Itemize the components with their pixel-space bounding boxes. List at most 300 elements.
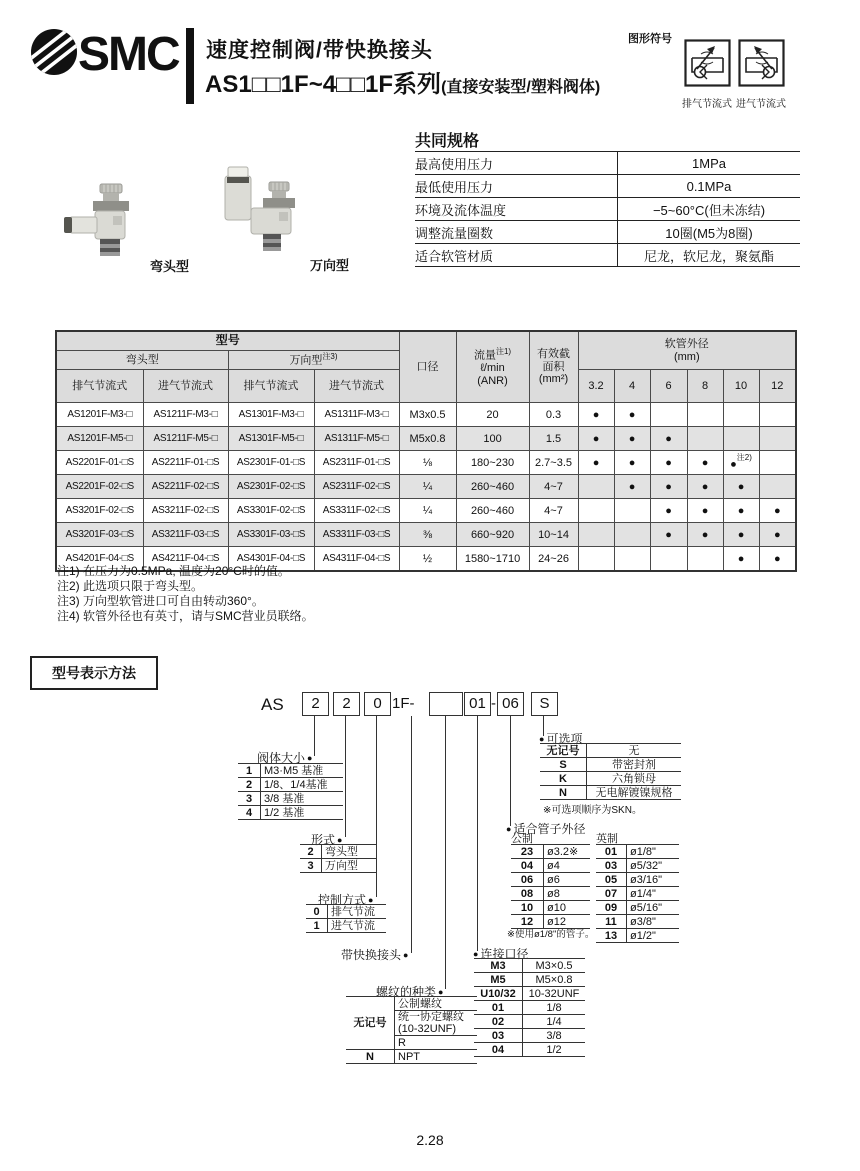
model-cell: AS3301F-03-□S — [228, 523, 314, 547]
mini-code: 04 — [511, 859, 544, 873]
mini-value: ø3/16" — [627, 873, 680, 887]
availability-dot-icon: ● — [730, 458, 737, 471]
size-col-header: 12 — [759, 370, 796, 403]
connector-line — [477, 716, 478, 951]
elbow-group-header: 弯头型 — [56, 351, 228, 370]
connector-dot-icon: ● — [539, 734, 545, 744]
spec-value: 0.1MPa — [618, 175, 801, 198]
availability-dot-icon: ● — [665, 456, 672, 469]
page-number: 2.28 — [416, 1132, 444, 1148]
dot-cell — [723, 499, 759, 523]
code-fitting-text: 1F- — [392, 695, 415, 712]
mini-code: U10/32 — [474, 987, 523, 1001]
mini-code: 13 — [596, 929, 627, 943]
mini-code: 09 — [596, 901, 627, 915]
dot-cell — [578, 451, 614, 475]
model-row — [56, 403, 796, 427]
mini-value: 排气节流 — [328, 905, 387, 919]
mini-value: ø10 — [544, 901, 591, 915]
connector-dot-icon: ● — [473, 949, 479, 959]
options-table — [540, 743, 681, 800]
mini-value: 10-32UNF — [523, 987, 586, 1001]
dot-cell — [614, 427, 650, 451]
mini-value: 1/2 基准 — [261, 806, 344, 820]
flow-cell: 180~230 — [456, 451, 529, 475]
availability-dot-icon: ● — [592, 408, 600, 421]
mini-code: 23 — [511, 845, 544, 859]
note-line: 注3) 万向型软管进口可自由转动360°。 — [57, 594, 264, 608]
mini-code: 3 — [300, 859, 322, 873]
note-line: 注1) 在压力为0.5MPa, 温度为20°C时的值。 — [57, 564, 290, 578]
dot-cell — [723, 475, 759, 499]
availability-dot-icon: ● — [701, 504, 709, 517]
model-cell: AS1211F-M3-□ — [143, 403, 228, 427]
group-label-form: 形式 ● — [311, 833, 343, 847]
mini-row — [596, 873, 679, 887]
mini-code: N — [540, 786, 587, 800]
dot-cell — [650, 451, 687, 475]
dot-cell — [578, 403, 614, 427]
area-cell: 4~7 — [529, 499, 578, 523]
model-cell: AS2311F-02-□S — [314, 475, 399, 499]
mini-value: ø1/8" — [627, 845, 680, 859]
model-row — [56, 427, 796, 451]
model-cell: AS1211F-M5-□ — [143, 427, 228, 451]
mini-code: 01 — [474, 1001, 523, 1015]
mini-row — [238, 764, 343, 778]
mini-row — [511, 901, 590, 915]
code-hyphen: - — [491, 695, 496, 712]
bore-cell: ½ — [399, 547, 456, 572]
dot-cell — [650, 475, 687, 499]
size-col-header: 8 — [687, 370, 723, 403]
availability-dot-icon: ● — [628, 408, 636, 421]
mini-row — [474, 1029, 585, 1043]
dot-cell — [759, 547, 796, 572]
dot-cell — [687, 547, 723, 572]
mini-code: 2 — [238, 778, 261, 792]
mini-code: 12 — [511, 915, 544, 929]
spec-value: 尼龙，软尼龙，聚氨酯 — [618, 244, 801, 267]
mini-row — [306, 919, 386, 933]
mini-row — [474, 987, 585, 1001]
dot-cell — [650, 427, 687, 451]
mini-row — [596, 901, 679, 915]
code-box-control: 0 — [364, 692, 391, 716]
mini-code: 2 — [300, 845, 322, 859]
availability-dot-icon: ● — [773, 528, 781, 541]
model-table — [55, 330, 797, 572]
mini-row — [300, 845, 376, 859]
spec-row — [415, 221, 800, 244]
dot-cell — [723, 427, 759, 451]
common-specs-table — [415, 151, 800, 267]
connector-line — [445, 716, 446, 989]
bore-header: 口径 — [399, 331, 456, 403]
mini-value: ø5/16" — [627, 901, 680, 915]
dot-cell — [650, 403, 687, 427]
dot-cell — [578, 427, 614, 451]
mini-row — [346, 1050, 477, 1064]
model-cell: AS2201F-01-□S — [56, 451, 143, 475]
group-label-body-size: 阀体大小 ● — [257, 751, 313, 765]
connector-dot-icon: ● — [307, 753, 313, 763]
spec-row — [415, 152, 800, 175]
mini-code: 0 — [306, 905, 328, 919]
model-cell: AS1311F-M3-□ — [314, 403, 399, 427]
symbol-section-title: 图形符号 — [628, 33, 672, 45]
group-label-options: ● 可选项 — [539, 732, 583, 746]
availability-dot-icon: ● — [592, 432, 600, 445]
connector-line — [376, 716, 377, 897]
mini-value: 弯头型 — [322, 845, 377, 859]
connector-dot-icon: ● — [337, 835, 343, 845]
availability-dot-icon: ● — [628, 456, 636, 469]
model-cell: AS3211F-03-□S — [143, 523, 228, 547]
dot-cell — [578, 523, 614, 547]
connector-line — [510, 716, 511, 826]
dot-cell — [614, 403, 650, 427]
mini-value: R — [395, 1036, 478, 1050]
thread-type-table — [346, 996, 477, 1064]
mini-code: 01 — [596, 845, 627, 859]
mini-value: 进气节流 — [328, 919, 387, 933]
mini-row — [474, 1043, 585, 1057]
mini-value: 无电解镀镍规格 — [587, 786, 682, 800]
mini-row — [540, 744, 681, 758]
mini-value: M3·M5 基准 — [261, 764, 344, 778]
group-label-port: ● 连接口径 — [473, 947, 529, 961]
dot-cell — [723, 547, 759, 572]
intake-symbol-label: 进气节流式 — [736, 99, 786, 110]
model-cell: AS1301F-M3-□ — [228, 403, 314, 427]
dot-cell — [578, 547, 614, 572]
model-row — [56, 451, 796, 475]
tube-od-inch-table — [596, 844, 679, 943]
dot-cell — [614, 475, 650, 499]
model-cell: AS3201F-02-□S — [56, 499, 143, 523]
spec-label: 环境及流体温度 — [415, 198, 618, 221]
connector-dot-icon: ● — [403, 950, 409, 960]
code-prefix: AS — [261, 695, 284, 714]
port-size-table — [474, 958, 585, 1057]
model-cell: AS3301F-02-□S — [228, 499, 314, 523]
note-line: 注4) 软管外径也有英寸，请与SMC营业员联络。 — [57, 609, 314, 623]
area-cell: 2.7~3.5 — [529, 451, 578, 475]
mini-row — [300, 859, 376, 873]
flow-cell: 660~920 — [456, 523, 529, 547]
dot-cell — [578, 499, 614, 523]
universal-type-label: 万向型 — [310, 258, 350, 273]
mini-value: 统一协定螺纹 (10-32UNF) — [395, 1011, 478, 1036]
mini-code: S — [540, 758, 587, 772]
tube-metric-note: ※使用ø1/8"的管子。 — [507, 929, 595, 940]
model-group-header: 型号 — [56, 331, 399, 351]
mini-code: N — [346, 1050, 395, 1064]
mini-value: 1/8、1/4基准 — [261, 778, 344, 792]
dot-cell — [723, 523, 759, 547]
availability-dot-icon: ● — [737, 504, 745, 517]
model-cell: AS2211F-02-□S — [143, 475, 228, 499]
body-size-table — [238, 763, 343, 820]
model-cell: AS2301F-01-□S — [228, 451, 314, 475]
mini-row — [238, 792, 343, 806]
mini-code: 08 — [511, 887, 544, 901]
availability-dot-icon: ● — [701, 528, 709, 541]
mini-row — [596, 845, 679, 859]
dot-cell — [614, 547, 650, 572]
mini-code: 11 — [596, 915, 627, 929]
page-title: 速度控制阀/带快换接头 — [206, 39, 433, 62]
mini-code: 06 — [511, 873, 544, 887]
dot-cell — [723, 403, 759, 427]
group-label-fitting: 带快换接头 ● — [341, 948, 409, 962]
flow-cell: 1580~1710 — [456, 547, 529, 572]
size-col-header: 4 — [614, 370, 650, 403]
area-cell: 0.3 — [529, 403, 578, 427]
dot-cell — [614, 451, 650, 475]
series-name: AS1□□1F~4□□1F系列 — [205, 71, 442, 98]
spec-row — [415, 175, 800, 198]
mini-code: 1 — [238, 764, 261, 778]
bore-cell: M3x0.5 — [399, 403, 456, 427]
model-designation-title: 型号表示方法 — [30, 656, 158, 690]
size-col-header: 6 — [650, 370, 687, 403]
mini-value: 无 — [587, 744, 682, 758]
dot-cell — [687, 451, 723, 475]
spec-label: 调整流量圈数 — [415, 221, 618, 244]
connector-dot-icon: ● — [368, 895, 374, 905]
mini-row — [474, 959, 585, 973]
mini-row — [511, 859, 590, 873]
dot-cell — [687, 403, 723, 427]
code-box-option: S — [531, 692, 558, 716]
dot-cell — [687, 523, 723, 547]
model-cell: AS4201F-04-□S — [56, 547, 143, 572]
mini-row — [306, 905, 386, 919]
spec-label: 最低使用压力 — [415, 175, 618, 198]
mini-value: 1/2 — [523, 1043, 586, 1057]
model-row — [56, 499, 796, 523]
group-label-thread: 螺纹的种类 ● — [376, 985, 444, 999]
options-order-note: ※可选项顺序为SKN。 — [543, 805, 642, 816]
dot-cell — [759, 427, 796, 451]
mini-value: ø3.2※ — [544, 845, 591, 859]
intake-col-header: 进气节流式 — [143, 370, 228, 403]
model-cell: AS2201F-02-□S — [56, 475, 143, 499]
mini-code: 03 — [474, 1029, 523, 1043]
dot-cell — [759, 451, 796, 475]
bore-cell: M5x0.8 — [399, 427, 456, 451]
availability-dot-icon: ● — [628, 480, 636, 493]
availability-dot-icon: ● — [737, 480, 745, 493]
mini-code: M3 — [474, 959, 523, 973]
availability-dot-icon: ● — [773, 504, 781, 517]
mini-row — [596, 915, 679, 929]
exhaust-col-header: 排气节流式 — [228, 370, 314, 403]
dot-cell — [687, 499, 723, 523]
availability-dot-icon: ● — [701, 456, 709, 469]
dot-cell — [687, 475, 723, 499]
flow-header: 流量$^{注1)}$ ℓ/min (ANR) — [456, 331, 529, 403]
flow-cell: 100 — [456, 427, 529, 451]
exhaust-col-header: 排气节流式 — [56, 370, 143, 403]
mini-row — [511, 887, 590, 901]
series-suffix: (直接安装型/塑料阀体) — [441, 79, 601, 96]
size-col-header: 10 — [723, 370, 759, 403]
mini-code: M5 — [474, 973, 523, 987]
tube-od-header: 软管外径 (mm) — [578, 331, 796, 370]
model-cell: AS3311F-03-□S — [314, 523, 399, 547]
mini-value: 3/8 基准 — [261, 792, 344, 806]
connector-dot-icon: ● — [506, 824, 512, 834]
model-row — [56, 523, 796, 547]
mini-code: 03 — [596, 859, 627, 873]
group-label-tube: ● 适合管子外径 — [506, 822, 586, 836]
model-cell: AS1201F-M5-□ — [56, 427, 143, 451]
model-cell: AS3211F-02-□S — [143, 499, 228, 523]
model-cell: AS4301F-04-□S — [228, 547, 314, 572]
model-cell: AS3311F-02-□S — [314, 499, 399, 523]
intake-col-header: 进气节流式 — [314, 370, 399, 403]
spec-label: 适合软管材质 — [415, 244, 618, 267]
spec-value: 10圈(M5为8圈) — [618, 221, 801, 244]
universal-group-header: 万向型$^{注3)}$ — [228, 351, 399, 370]
mini-value: ø8 — [544, 887, 591, 901]
model-cell: AS1201F-M3-□ — [56, 403, 143, 427]
mini-value: ø1/4" — [627, 887, 680, 901]
code-box-thread — [429, 692, 463, 716]
series-title — [205, 64, 600, 99]
model-cell: AS2211F-01-□S — [143, 451, 228, 475]
mini-row — [346, 997, 477, 1011]
availability-dot-icon: ● — [701, 480, 709, 493]
availability-dot-icon: ● — [773, 552, 781, 565]
mini-value: 带密封剂 — [587, 758, 682, 772]
metric-subheader: 公制 — [511, 833, 533, 845]
bore-cell: ⅛ — [399, 451, 456, 475]
exhaust-throttle-symbol-icon — [684, 39, 731, 87]
availability-dot-icon: ● — [665, 480, 672, 493]
dot-cell — [723, 451, 759, 475]
form-table — [300, 844, 376, 873]
universal-type-photo — [213, 166, 309, 258]
flow-cell: 260~460 — [456, 475, 529, 499]
dot-cell — [650, 523, 687, 547]
mini-row — [474, 1001, 585, 1015]
code-box-port: 01 — [464, 692, 491, 716]
dot-cell — [650, 499, 687, 523]
mini-code: 10 — [511, 901, 544, 915]
mini-row — [596, 859, 679, 873]
mini-value: ø12 — [544, 915, 591, 929]
bore-cell: ¼ — [399, 475, 456, 499]
mini-value: ø5/32" — [627, 859, 680, 873]
mini-value: 六角锁母 — [587, 772, 682, 786]
availability-dot-icon: ● — [737, 528, 745, 541]
availability-dot-icon: ● — [665, 432, 672, 445]
availability-dot-icon: ● — [665, 504, 672, 517]
mini-code: 无记号 — [346, 997, 395, 1050]
dot-cell — [614, 523, 650, 547]
mini-value: ø6 — [544, 873, 591, 887]
connector-line — [345, 716, 346, 837]
mini-row — [474, 973, 585, 987]
dot-cell — [687, 427, 723, 451]
model-cell: AS2311F-01-□S — [314, 451, 399, 475]
mini-row — [596, 887, 679, 901]
area-cell: 4~7 — [529, 475, 578, 499]
flow-cell: 20 — [456, 403, 529, 427]
group-label-control: 控制方式 ● — [318, 893, 374, 907]
spec-value: 1MPa — [618, 152, 801, 175]
bore-cell: ¼ — [399, 499, 456, 523]
flow-cell: 260~460 — [456, 499, 529, 523]
model-cell: AS2301F-02-□S — [228, 475, 314, 499]
model-row — [56, 475, 796, 499]
area-cell: 10~14 — [529, 523, 578, 547]
intake-throttle-symbol-icon — [738, 39, 785, 87]
model-cell: AS4211F-04-□S — [143, 547, 228, 572]
mini-code: 04 — [474, 1043, 523, 1057]
dot-cell — [650, 547, 687, 572]
bore-cell: ⅜ — [399, 523, 456, 547]
mini-value: ø1/2" — [627, 929, 680, 943]
mini-code: K — [540, 772, 587, 786]
elbow-type-label: 弯头型 — [150, 259, 190, 274]
mini-row — [596, 929, 679, 943]
connector-line — [411, 716, 412, 953]
model-cell: AS3201F-03-□S — [56, 523, 143, 547]
mini-row — [238, 778, 343, 792]
control-table — [306, 904, 386, 933]
mini-row — [511, 873, 590, 887]
dot-cell — [759, 523, 796, 547]
mini-value: 万向型 — [322, 859, 377, 873]
mini-value: 1/8 — [523, 1001, 586, 1015]
table-notes — [57, 564, 314, 624]
mini-value: M3×0.5 — [523, 959, 586, 973]
mini-row — [540, 758, 681, 772]
code-box-body-size: 2 — [302, 692, 329, 716]
inch-subheader: 英制 — [596, 833, 618, 845]
mini-value: 公制螺纹 — [395, 997, 478, 1011]
title-divider-bar — [186, 28, 194, 104]
dot-note: 注2) — [736, 452, 752, 462]
spec-value: −5~60°C(但未冻结) — [618, 198, 801, 221]
note-line: 注2) 此选项只限于弯头型。 — [57, 579, 204, 593]
availability-dot-icon: ● — [592, 456, 600, 469]
svg-text:SMC: SMC — [78, 28, 179, 80]
mini-value: ø4 — [544, 859, 591, 873]
mini-value: 1/4 — [523, 1015, 586, 1029]
smc-logo — [28, 24, 186, 80]
model-cell: AS1301F-M5-□ — [228, 427, 314, 451]
code-box-form: 2 — [333, 692, 360, 716]
model-cell: AS1311F-M5-□ — [314, 427, 399, 451]
spec-row — [415, 244, 800, 267]
mini-code: 02 — [474, 1015, 523, 1029]
availability-dot-icon: ● — [737, 552, 745, 565]
model-cell: AS4311F-04-□S — [314, 547, 399, 572]
mini-code: 4 — [238, 806, 261, 820]
mini-row — [238, 806, 343, 820]
exhaust-symbol-label: 排气节流式 — [682, 99, 732, 110]
mini-code: 无记号 — [540, 744, 587, 758]
dot-cell — [578, 475, 614, 499]
code-box-tube: 06 — [497, 692, 524, 716]
availability-dot-icon: ● — [665, 528, 672, 541]
